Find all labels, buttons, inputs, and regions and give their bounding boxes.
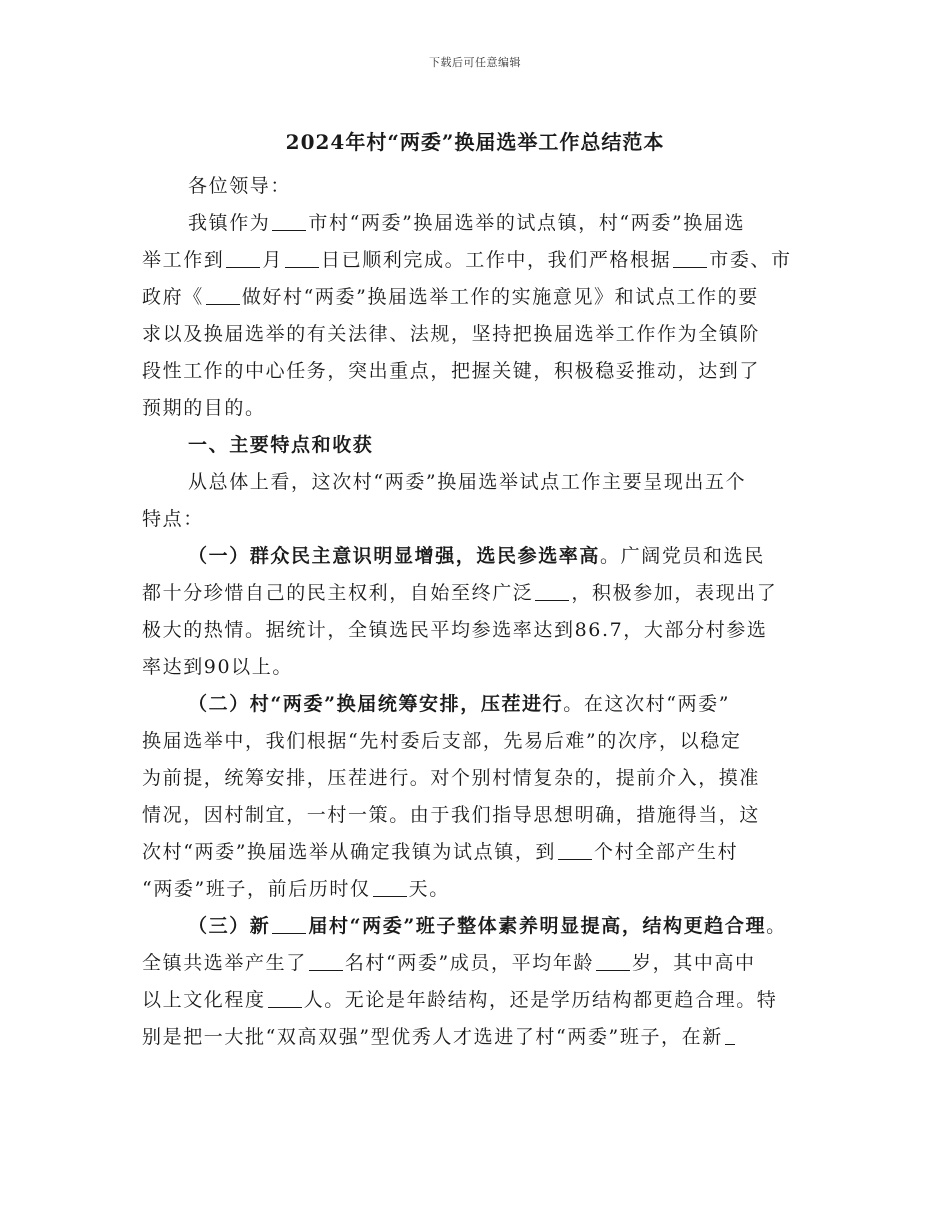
- fill-blank: [206, 286, 240, 305]
- text: 月: [262, 249, 284, 271]
- paragraph-line: [142, 279, 814, 316]
- paragraph-line: 预期的目的。: [142, 397, 266, 419]
- fill-blank: [226, 249, 260, 268]
- subheading: （三）新: [188, 915, 271, 937]
- paragraph-line: [142, 945, 814, 982]
- fill-blank: [272, 915, 306, 934]
- text: 都十分珍惜自己的民主权利，自始至终广泛: [142, 582, 534, 604]
- text: 做好村“两委”换届选举工作的实施意见》和试点工作的要: [241, 286, 759, 308]
- text: 日已顺利完成。工作中，我们严格根据: [321, 249, 672, 271]
- fill-blank: [725, 1026, 735, 1045]
- paragraph-line: [142, 908, 814, 945]
- fill-blank: [268, 989, 302, 1008]
- fill-blank: [285, 249, 319, 268]
- fill-blank: [272, 212, 306, 231]
- paragraph-line: [142, 871, 814, 908]
- paragraph-line: [142, 205, 814, 242]
- subheading: （一）群众民主意识明显增强，选民参选率高: [188, 545, 601, 567]
- text: ，积极参加，表现出了: [571, 582, 778, 604]
- text: 。在这次村“两委”: [563, 693, 731, 715]
- document-body: [142, 168, 814, 1056]
- header-note: 下载后可任意编辑: [429, 56, 521, 69]
- paragraph-line: 求以及换届选举的有关法律、法规，坚持把换届选举工作作为全镇阶: [142, 323, 761, 345]
- paragraph-line: [142, 1019, 814, 1056]
- text: 次村“两委”换届选举从确定我镇为试点镇，到: [142, 841, 557, 863]
- text: 市村“两委”换届选举的试点镇，村“两委”换届选: [308, 212, 746, 234]
- subheading: （二）村“两委”换届统筹安排，压茬进行: [188, 693, 564, 715]
- subheading: 届村“两委”班子整体素养明显提高，结构更趋合理: [308, 915, 767, 937]
- fill-blank: [309, 952, 343, 971]
- document-title: 2024年村“两委”换届选举工作总结范本: [285, 130, 665, 154]
- text: 个村全部产生村: [594, 841, 739, 863]
- paragraph-line: 换届选举中，我们根据“先村委后支部，先易后难”的次序，以稳定: [142, 730, 742, 752]
- fill-blank: [373, 878, 407, 897]
- paragraph-line: 极大的热情。据统计，全镇选民平均参选率达到86.7，大部分村参选: [142, 619, 768, 641]
- paragraph-line: [142, 982, 814, 1019]
- section-heading: 一、主要特点和收获: [188, 434, 374, 456]
- text: 天。: [408, 878, 450, 900]
- text: 全镇共选举产生了: [142, 952, 307, 974]
- paragraph-line: 段性工作的中心任务，突出重点，把握关键，积极稳妥推动，达到了: [142, 360, 761, 382]
- paragraph-line: [142, 686, 814, 723]
- paragraph-line: 情况，因村制宜，一村一策。由于我们指导思想明确，措施得当，这: [142, 804, 761, 826]
- paragraph-line: [142, 242, 814, 279]
- paragraph-line: 为前提，统筹安排，压茬进行。对个别村情复杂的，提前介入，摸准: [142, 767, 761, 789]
- text: 市委、市: [709, 249, 792, 271]
- text: 别是把一大批“双高双强”型优秀人才选进了村“两委”班子，在新: [142, 1026, 723, 1048]
- text: 。: [766, 915, 787, 937]
- paragraph-line: 从总体上看，这次村“两委”换届选举试点工作主要呈现出五个: [188, 471, 747, 493]
- text: 。广阔党员和选民: [600, 545, 765, 567]
- text: 以上文化程度: [142, 989, 266, 1011]
- paragraph-line: [142, 575, 814, 612]
- paragraph-line: [142, 834, 814, 871]
- text: 名村“两委”成员，平均年龄: [344, 952, 595, 974]
- text: 人。无论是年龄结构，还是学历结构都更趋合理。特: [303, 989, 778, 1011]
- salutation: 各位领导：: [188, 175, 292, 197]
- text: “两委”班子，前后历时仅: [142, 878, 371, 900]
- text: 举工作到: [142, 249, 225, 271]
- paragraph-line: 特点：: [142, 508, 204, 530]
- text: 我镇作为: [188, 212, 271, 234]
- fill-blank: [596, 952, 630, 971]
- text: 政府《: [142, 286, 204, 308]
- text: 岁，其中高中: [632, 952, 756, 974]
- paragraph-line: 率达到90以上。: [142, 656, 293, 678]
- fill-blank: [558, 841, 592, 860]
- fill-blank: [673, 249, 707, 268]
- paragraph-line: [142, 538, 814, 575]
- fill-blank: [535, 582, 569, 601]
